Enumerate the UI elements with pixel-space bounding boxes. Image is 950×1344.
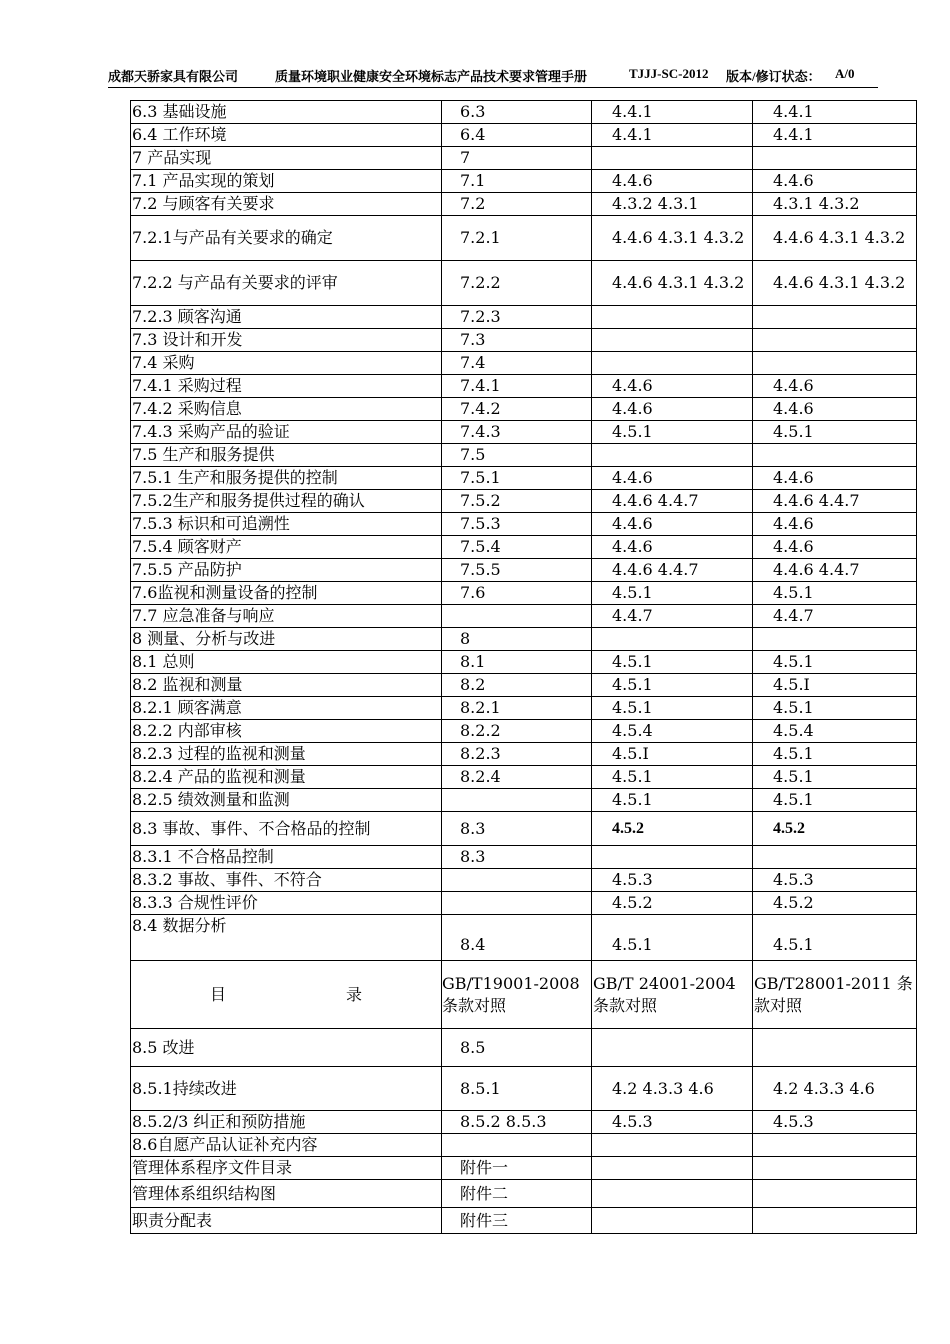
row-iso14001: 4.5.1 [592,421,753,444]
row-iso9001: 8 [442,628,592,651]
table-row [131,352,917,375]
row-iso9001: 6.3 [442,101,592,124]
row-iso9001: 7 [442,147,592,170]
row-iso14001: 4.5.4 [592,720,753,743]
row-ohsas: 4.5.1 [753,743,917,766]
row-ohsas [753,846,917,869]
row-iso9001: 8.3 [442,812,592,846]
row-title: 8.3.1 不合格品控制 [131,846,442,869]
row-ohsas: 4.5.3 [753,869,917,892]
row-title: 8.3.2 事故、事件、不符合 [131,869,442,892]
row-title: 8.2.5 绩效测量和监测 [131,789,442,812]
table-row [131,101,917,124]
column-header-contents [131,961,442,1029]
table-row [131,1134,917,1157]
row-iso14001: 4.4.6 [592,375,753,398]
row-title: 7.7 应急准备与响应 [131,605,442,628]
row-iso14001 [592,352,753,375]
table-row [131,467,917,490]
row-iso14001: 4.5.1 [592,582,753,605]
row-title: 7.1 产品实现的策划 [131,170,442,193]
row-title: 7.4 采购 [131,352,442,375]
table-row [131,892,917,915]
row-iso9001: 附件一 [442,1157,592,1180]
row-iso14001: 4.4.6 4.4.7 [592,559,753,582]
row-ohsas: 4.4.6 4.4.7 [753,490,917,513]
table-row [131,306,917,329]
row-ohsas: 4.4.7 [753,605,917,628]
row-ohsas: 4.4.6 4.4.7 [753,559,917,582]
row-iso9001: 7.2.2 [442,261,592,306]
row-ohsas [753,1029,917,1067]
table-row [131,398,917,421]
row-iso9001: 8.2 [442,674,592,697]
row-ohsas [753,444,917,467]
row-iso14001 [592,444,753,467]
row-title: 6.4 工作环境 [131,124,442,147]
row-ohsas: 4.5.1 [753,651,917,674]
table-row [131,559,917,582]
row-iso14001 [592,1180,753,1208]
row-title: 8.2.2 内部审核 [131,720,442,743]
row-title: 8.1 总则 [131,651,442,674]
table-row [131,720,917,743]
row-iso9001: 7.4.1 [442,375,592,398]
table-row [131,789,917,812]
table-row [131,651,917,674]
contents-row-8-4 [131,915,917,961]
row-ohsas [753,147,917,170]
row-ohsas: 4.5.1 [753,421,917,444]
table-row [131,869,917,892]
row-title: 8.2 监视和测量 [131,674,442,697]
row-title: 8 测量、分析与改进 [131,628,442,651]
row-iso9001: 7.5.1 [442,467,592,490]
row-iso14001: 4.5.I [592,743,753,766]
row-iso9001: 8.2.4 [442,766,592,789]
row-title: 8.2.4 产品的监视和测量 [131,766,442,789]
row-ohsas [753,1180,917,1208]
row-ohsas: 4.4.6 [753,398,917,421]
row-iso14001: 4.5.1 [592,697,753,720]
row-iso14001: 4.5.1 [592,915,753,961]
row-iso9001: 7.5.5 [442,559,592,582]
row-title: 7.4.2 采购信息 [131,398,442,421]
row-iso9001: 7.3 [442,329,592,352]
contents-body-bottom [131,1029,917,1234]
row-ohsas: 4.5.1 [753,915,917,961]
row-iso14001: 4.4.6 [592,170,753,193]
table-row [131,1208,917,1234]
row-title: 8.3 事故、事件、不合格品的控制 [131,812,442,846]
row-title: 8.2.1 顾客满意 [131,697,442,720]
row-iso14001 [592,147,753,170]
company-name: 成都天骄家具有限公司 [108,69,239,84]
row-iso9001: 7.2.3 [442,306,592,329]
row-ohsas: 4.2 4.3.3 4.6 [753,1067,917,1111]
table-row [131,846,917,869]
row-ohsas: 4.4.6 [753,467,917,490]
row-iso14001: 4.5.1 [592,789,753,812]
row-iso14001 [592,846,753,869]
row-iso9001: 8.1 [442,651,592,674]
table-header-group [131,961,917,1029]
table-row [131,375,917,398]
row-title: 7.3 设计和开发 [131,329,442,352]
row-title: 7 产品实现 [131,147,442,170]
row-title: 7.4.3 采购产品的验证 [131,421,442,444]
row-iso14001: 4.4.7 [592,605,753,628]
row-iso9001 [442,789,592,812]
row-iso14001: 4.4.6 4.4.7 [592,490,753,513]
row-title: 7.5.3 标识和可追溯性 [131,513,442,536]
row-ohsas: 4.5.2 [753,812,917,846]
header-title-left: 目 [209,984,226,1004]
column-header-ohsas: GB/T28001-2011 条款对照 [753,961,917,1029]
row-iso14001: 4.5.2 [592,892,753,915]
row-iso9001: 7.4 [442,352,592,375]
table-row [131,170,917,193]
row-ohsas [753,1134,917,1157]
row-title: 8.5 改进 [131,1029,442,1067]
row-iso14001: 4.4.6 [592,536,753,559]
row-ohsas: 4.4.6 [753,513,917,536]
row-iso9001: 7.4.3 [442,421,592,444]
manual-title: 质量环境职业健康安全环境标志产品技术要求管理手册 [275,69,588,84]
row-iso9001 [442,605,592,628]
row-iso9001: 8.2.1 [442,697,592,720]
row-iso9001: 8.5.2 8.5.3 [442,1111,592,1134]
row-title: 7.5.4 顾客财产 [131,536,442,559]
table-row [131,743,917,766]
row-iso14001: 4.4.6 4.3.1 4.3.2 [592,216,753,261]
doc-code: TJJJ-SC-2012 [629,66,709,81]
row-iso9001: 7.5.3 [442,513,592,536]
column-header-iso14001: GB/T 24001-2004 条款对照 [592,961,753,1029]
row-iso14001: 4.4.1 [592,124,753,147]
row-iso9001: 附件三 [442,1208,592,1234]
table-row [131,193,917,216]
row-title: 职责分配表 [131,1208,442,1234]
row-ohsas: 4.5.3 [753,1111,917,1134]
row-ohsas [753,628,917,651]
row-iso9001: 8.4 [442,915,592,961]
row-iso14001: 4.4.6 [592,467,753,490]
row-title: 8.6自愿产品认证补充内容 [131,1134,442,1157]
row-title: 7.2.1与产品有关要求的确定 [131,216,442,261]
row-title: 管理体系程序文件目录 [131,1157,442,1180]
table-row [131,124,917,147]
row-ohsas: 4.4.6 4.3.1 4.3.2 [753,261,917,306]
row-title: 7.2.3 顾客沟通 [131,306,442,329]
table-row [131,444,917,467]
version-value: A/0 [835,66,855,81]
row-title: 8.3.3 合规性评价 [131,892,442,915]
row-title: 7.2.2 与产品有关要求的评审 [131,261,442,306]
row-ohsas: 4.5.I [753,674,917,697]
row-iso14001: 4.4.1 [592,101,753,124]
row-title: 7.2 与顾客有关要求 [131,193,442,216]
row-iso9001: 8.2.3 [442,743,592,766]
table-header-row [131,961,917,1029]
table-row [131,216,917,261]
row-iso14001 [592,1029,753,1067]
row-iso9001: 附件二 [442,1180,592,1208]
contents-table [130,100,917,1234]
row-title: 管理体系组织结构图 [131,1180,442,1208]
row-iso9001 [442,892,592,915]
table-row [131,536,917,559]
header-divider [108,87,878,88]
table-row [131,812,917,846]
row-title: 7.6监视和测量设备的控制 [131,582,442,605]
row-iso14001: 4.2 4.3.3 4.6 [592,1067,753,1111]
row-iso14001: 4.5.1 [592,674,753,697]
row-iso9001: 7.5.2 [442,490,592,513]
header-title-right: 录 [346,984,363,1004]
row-ohsas [753,329,917,352]
row-iso14001: 4.5.3 [592,1111,753,1134]
version-label: 版本/修订状态： [726,69,821,84]
row-iso9001: 6.4 [442,124,592,147]
row-ohsas [753,1208,917,1234]
table-row [131,766,917,789]
table-row [131,605,917,628]
table-row [131,1180,917,1208]
row-ohsas: 4.5.2 [753,892,917,915]
row-ohsas: 4.5.4 [753,720,917,743]
row-iso9001: 8.3 [442,846,592,869]
row-title: 7.4.1 采购过程 [131,375,442,398]
row-ohsas: 4.4.6 [753,536,917,559]
row-ohsas: 4.5.1 [753,582,917,605]
table-row [131,1029,917,1067]
row-ohsas: 4.3.1 4.3.2 [753,193,917,216]
table-row [131,582,917,605]
row-ohsas: 4.4.1 [753,124,917,147]
row-iso9001: 7.2.1 [442,216,592,261]
row-ohsas: 4.4.6 [753,375,917,398]
row-iso14001: 4.5.1 [592,766,753,789]
row-ohsas: 4.5.1 [753,697,917,720]
row-iso9001: 8.2.2 [442,720,592,743]
row-iso14001: 4.4.6 [592,398,753,421]
row-title: 6.3 基础设施 [131,101,442,124]
row-iso14001 [592,1157,753,1180]
row-iso14001: 4.5.3 [592,869,753,892]
table-row [131,513,917,536]
table-row [131,421,917,444]
table-row [131,628,917,651]
row-ohsas [753,352,917,375]
row-iso14001: 4.3.2 4.3.1 [592,193,753,216]
row-iso9001: 7.5.4 [442,536,592,559]
row-iso14001: 4.4.6 [592,513,753,536]
row-iso9001: 7.1 [442,170,592,193]
row-title: 8.5.2/3 纠正和预防措施 [131,1111,442,1134]
table-row [131,147,917,170]
table-row [131,915,917,961]
row-ohsas [753,306,917,329]
row-iso14001: 4.5.2 [592,812,753,846]
row-title: 7.5.1 生产和服务提供的控制 [131,467,442,490]
row-iso9001 [442,1134,592,1157]
row-iso14001: 4.5.1 [592,651,753,674]
row-ohsas [753,1157,917,1180]
row-ohsas: 4.4.6 4.3.1 4.3.2 [753,216,917,261]
row-title: 7.5 生产和服务提供 [131,444,442,467]
table-row [131,329,917,352]
table-row [131,490,917,513]
row-title: 8.4 数据分析 [131,915,442,961]
row-iso9001 [442,869,592,892]
row-iso14001 [592,329,753,352]
row-iso9001: 7.5 [442,444,592,467]
row-title: 8.2.3 过程的监视和测量 [131,743,442,766]
table-row [131,674,917,697]
row-iso14001 [592,1134,753,1157]
row-ohsas: 4.5.1 [753,789,917,812]
row-iso9001: 7.4.2 [442,398,592,421]
row-ohsas: 4.4.6 [753,170,917,193]
column-header-iso9001: GB/T19001-2008 条款对照 [442,961,592,1029]
row-iso9001: 8.5 [442,1029,592,1067]
table-row [131,697,917,720]
row-ohsas: 4.5.1 [753,766,917,789]
contents-body-top [131,101,917,915]
table-row [131,261,917,306]
row-iso14001: 4.4.6 4.3.1 4.3.2 [592,261,753,306]
row-iso14001 [592,306,753,329]
row-title: 7.5.2生产和服务提供过程的确认 [131,490,442,513]
row-iso14001 [592,1208,753,1234]
row-ohsas: 4.4.1 [753,101,917,124]
table-row [131,1111,917,1134]
row-iso14001 [592,628,753,651]
row-title: 7.5.5 产品防护 [131,559,442,582]
table-row [131,1157,917,1180]
row-iso9001: 7.2 [442,193,592,216]
row-iso9001: 7.6 [442,582,592,605]
row-iso9001: 8.5.1 [442,1067,592,1111]
table-row [131,1067,917,1111]
row-title: 8.5.1持续改进 [131,1067,442,1111]
page-header [108,66,876,88]
